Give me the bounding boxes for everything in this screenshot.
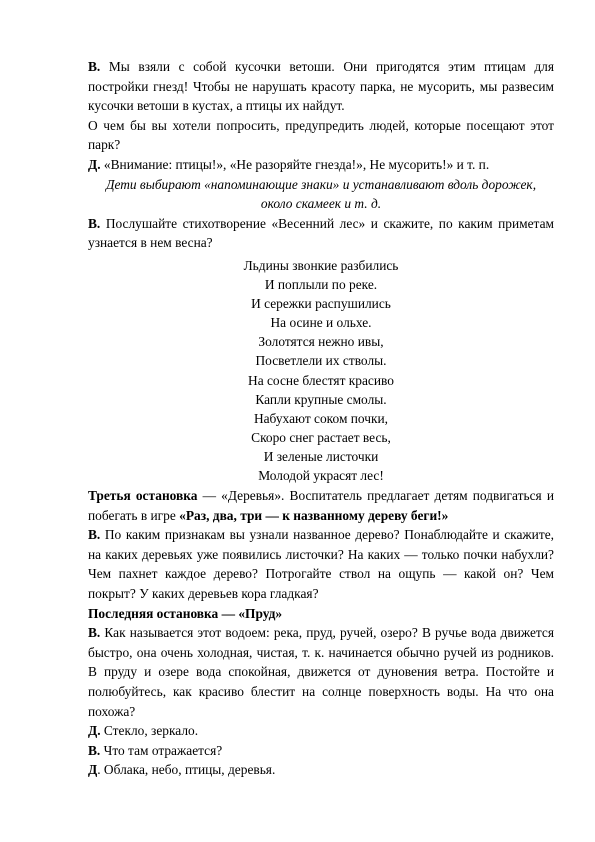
poem-line: И сережки распушились — [251, 296, 391, 312]
document-page — [88, 57, 554, 780]
speaker-label: В. — [88, 742, 101, 758]
paragraph-rags — [88, 57, 554, 116]
paragraph-stop-3 — [88, 486, 554, 525]
paragraph-text: Мы взяли с собой кусочки ветоши. Они пригодятся этим птицам для постройки гнезд! Чтобы не нарушать красоту парка, не мусорить, мы развесим кусочки ветоши в кустах, а птицы их найдут. — [88, 59, 554, 114]
paragraph-text: По каким признакам вы узнали названное дерево? Понаблюдайте и скажите, на каких деревьях уже появились листочки? На каких — только почки набухли? Чем пахнет каждое дерево? Потрогайте ствол на ощупь — какой он? Чем покрыт? У каких деревьев кора гладкая? — [88, 527, 554, 602]
paragraph-text: Послушайте стихотворение «Весенний лес» и скажите, по каким приметам узнается в нем весна? — [88, 215, 554, 251]
section-title: Третья остановка — [88, 488, 198, 504]
paragraph-pond — [88, 623, 554, 721]
section-title-last-stop: Последняя остановка — «Пруд» — [88, 605, 283, 621]
poem — [88, 256, 554, 485]
speaker-label: В. — [88, 625, 101, 641]
poem-line: Молодой украсят лес! — [258, 467, 384, 483]
paragraph-text: Что там отражается? — [100, 742, 223, 758]
paragraph-text: . Облака, небо, птицы, деревья. — [97, 762, 276, 778]
poem-line: На сосне блестят красиво — [248, 372, 394, 388]
paragraph-trees-questions — [88, 525, 554, 603]
speaker-label: Д — [88, 762, 98, 778]
poem-line: И поплыли по реке. — [264, 277, 378, 293]
stage-direction-line-1: Дети выбирают «напоминающие знаки» и устанавливают вдоль дорожек, — [105, 176, 537, 192]
poem-line: И зеленые листочки — [263, 448, 379, 464]
stage-direction-line-2: около скамеек и т. д. — [260, 196, 382, 212]
paragraph-poem-intro — [88, 214, 554, 253]
poem-line: Скоро снег растает весь, — [251, 429, 391, 445]
speaker-label: Д. — [88, 723, 101, 739]
speaker-label: Д. — [88, 156, 101, 172]
speaker-label: В. — [88, 527, 101, 543]
speaker-label: В. — [88, 59, 101, 74]
paragraph-text: — «Деревья». Воспитатель предлагает детям подвигаться и побегать в игре — [88, 488, 555, 523]
poem-line: Льдины звонкие разбились — [243, 257, 399, 273]
paragraph-text: Как называется этот водоем: река, пруд, ручей, озеро? В ручье вода движется быстро, она очень холодная, чистая, т. к. начинается обычно ручей из родников. В пруду и озере вода спокойная, движется от дуновения ветра. Постойте и полюбуйтесь, как красиво блестит на солнце поверхность воды. На что она похожа? — [88, 625, 554, 719]
poem-line: Золотятся нежно ивы, — [258, 334, 384, 350]
game-title: «Раз, два, три — к названному дереву беги!» — [179, 507, 449, 523]
poem-line: Посветлели их стволы. — [255, 353, 387, 369]
paragraph-text: О чем бы вы хотели попросить, предупредить людей, которые посещают этот парк? — [88, 117, 554, 153]
paragraph-question-reflection — [88, 741, 554, 761]
paragraph-question — [88, 116, 554, 155]
speaker-label: В. — [88, 215, 101, 231]
paragraph-answer-glass — [88, 721, 554, 741]
poem-line: Капли крупные смолы. — [255, 391, 387, 407]
paragraph-text: «Внимание: птицы!», «Не разоряйте гнезда!», Не мусорить!» и т. п. — [100, 156, 490, 172]
paragraph-answer-clouds — [88, 760, 554, 780]
paragraph-text: Стекло, зеркало. — [100, 723, 199, 739]
poem-line: Набухают соком почки, — [253, 410, 389, 426]
poem-line: На осине и ольхе. — [270, 315, 372, 331]
paragraph-answer — [88, 155, 554, 175]
